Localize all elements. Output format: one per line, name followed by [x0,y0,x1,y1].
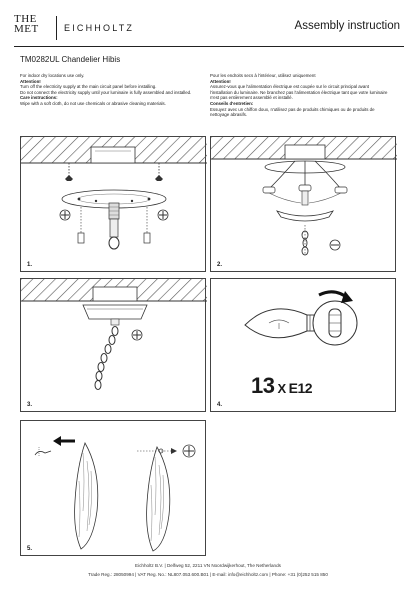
footer-registration: Trade Reg.: 28050994 | VAT Reg. No.: NL807.053.600.B01 | E-mail: info@eichholtz.com | Phone: +31 (0)252 515 850 [88,572,328,577]
step-2-illustration [211,137,397,273]
step-4-panel [210,278,396,412]
step-4-number: 4. [217,402,223,408]
the-met-logo: THE MET [14,13,39,35]
page-header [0,0,416,48]
product-title: TM0282UL Chandelier Hibis [20,55,121,64]
step-1-number: 1. [27,262,33,268]
step-1-illustration [21,137,207,273]
hook-icon-left [35,447,51,457]
screw-left [65,175,73,181]
screwdriver-icon [132,330,142,340]
eichholtz-logo: EICHHOLTZ [64,23,135,33]
step-3-illustration [21,279,207,413]
canopy [277,211,333,221]
screw-right [155,175,163,181]
screwdriver-icon [330,240,340,250]
step-5-illustration [21,421,207,557]
step-2-panel [210,136,396,272]
bulb-quantity: 13 [251,373,275,398]
leaf-right [147,447,170,551]
junction-box [91,147,135,163]
screwdriver-icon-left [60,210,70,220]
socket-icon [313,301,357,345]
step-3-panel [20,278,206,412]
step-5-panel [20,420,206,556]
step-3-number: 3. [27,402,33,408]
header-rule [14,46,404,47]
chain-icon [95,327,118,390]
junction-box [93,287,137,301]
arrow-left-icon [53,436,75,446]
bulb-count-label [251,373,312,399]
instructions-english: For indoor dry locations use only. Attention! Turn off the electricity supply at the main circuit panel before installing. Do not connect the electricity supply until your luminaire is fully assembled and installed. Care instructions: Wipe with a soft cloth, do not use chemicals or abrasive cleaning materials. [20,73,192,106]
screwdriver-icon-right [158,210,168,220]
footer-address: Eichholtz B.V. | Delfweg 52, 2211 VN Noordwijkerhout, The Netherlands [135,563,281,568]
bulb-type: E12 [288,380,313,396]
screwdriver-icon [183,445,195,457]
step-2-number: 2. [217,262,223,268]
hook-ring [109,237,119,249]
wire-connector-right [335,187,347,193]
logo-divider [56,16,57,40]
instructions-french: Pour les endroits secs à l'intérieur, utilisez uniquement Attention! Assurez-vous que l'alimentation électrique est coupée sur le circuit principal avant l'installation du luminaire. Ne branchez pas l'alimentation électrique tant que votre luminaire n'est pas entièrement assemblé et installé. Conseils d'entretien: Essuyez avec un chiffon doux, n'utilisez pas de produits chimiques ou de produits de nettoyage abrasifs. [210,73,388,118]
canopy [83,305,147,319]
document-title: Assembly instruction [294,20,400,32]
step-5-number: 5. [27,546,33,552]
junction-box [285,145,325,159]
step-1-panel [20,136,206,272]
wire-connector-left [263,187,275,193]
leaf-left [75,443,98,549]
bulb-times: X [277,381,286,396]
